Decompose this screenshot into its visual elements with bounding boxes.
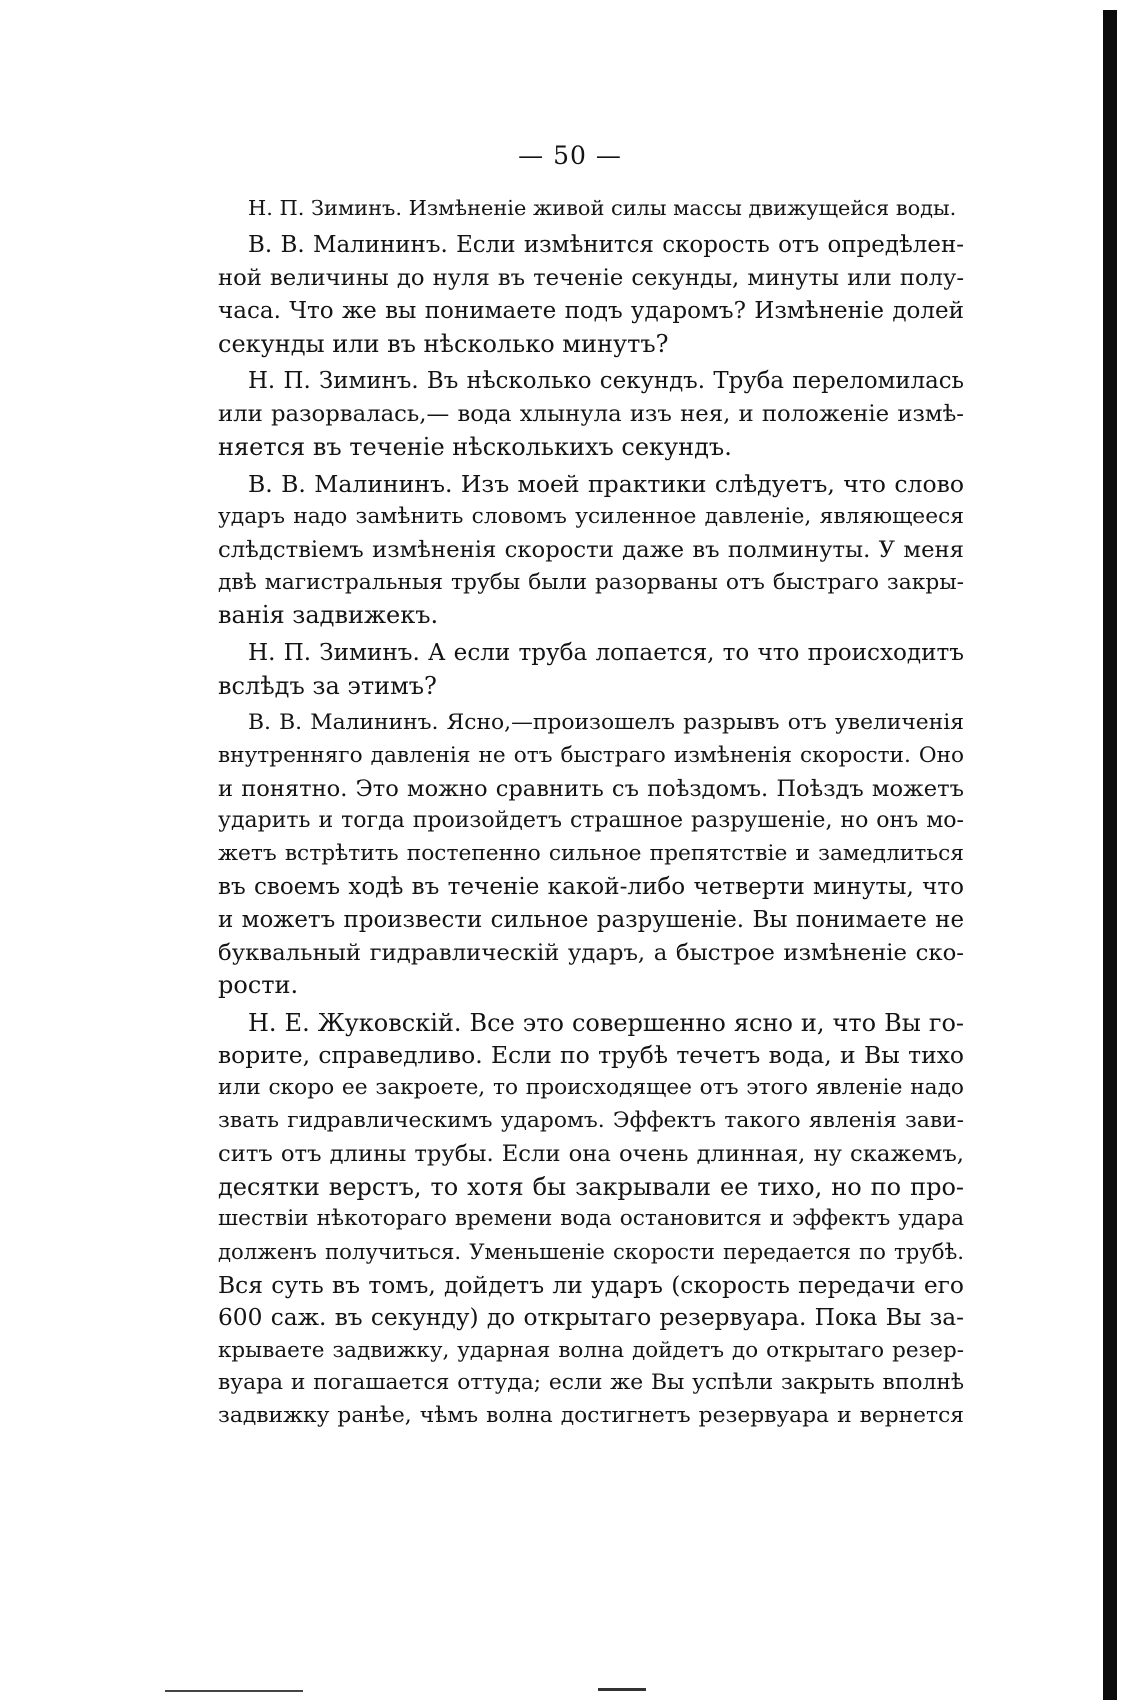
text-line: задвижку ранѣе, чѣмъ волна достигнетъ резервуара и вернется bbox=[218, 1403, 964, 1429]
text-line: няется въ теченіе нѣсколькихъ секундъ. bbox=[218, 432, 732, 461]
footer-rule bbox=[165, 1690, 303, 1692]
text-line: внутренняго давленія не отъ быстраго измѣненія скорости. Оно bbox=[218, 742, 964, 768]
text-line: звать гидравлическимъ ударомъ. Эффектъ такого явленія зави- bbox=[218, 1108, 964, 1134]
paragraph bbox=[218, 192, 964, 225]
text-line: Вся суть въ томъ, дойдетъ ли ударъ (скорость передачи его bbox=[218, 1271, 964, 1300]
paragraph bbox=[218, 707, 964, 1002]
text-line: Н. П. Зиминъ. А если труба лопается, то что происходитъ bbox=[248, 639, 964, 666]
text-line: и можетъ произвести сильное разрушеніе. Вы понимаете не bbox=[218, 906, 964, 933]
text-line: 600 саж. въ секунду) до открытаго резервуара. Пока Вы за- bbox=[218, 1303, 964, 1331]
paragraph bbox=[218, 637, 964, 703]
text-line: В. В. Малининъ. Изъ моей практики слѣдуетъ, что слово bbox=[248, 470, 964, 499]
paragraph bbox=[218, 1007, 964, 1433]
text-line: Н. П. Зиминъ. Измѣненіе живой силы массы движущейся воды. bbox=[248, 196, 957, 220]
text-line: Н. Е. Жуковскій. Все это совершенно ясно и, что Вы го- bbox=[248, 1008, 964, 1037]
paragraph bbox=[218, 229, 964, 360]
text-line: ударъ надо замѣнить словомъ усиленное давленіе, являющееся bbox=[218, 503, 964, 529]
text-line: слѣдствіемъ измѣненія скорости даже въ полминуты. У меня bbox=[218, 536, 964, 563]
text-line: ной величины до нуля въ теченіе секунды, минуты или полу- bbox=[218, 265, 964, 292]
text-line: вслѣдъ за этимъ? bbox=[218, 671, 437, 700]
text-line: крываете задвижку, ударная волна дойдетъ до открытаго резер- bbox=[218, 1337, 964, 1363]
text-line: долженъ получиться. Уменьшеніе скорости передается по трубѣ. bbox=[218, 1239, 964, 1265]
text-line: вуара и погашается оттуда; если же Вы успѣли закрыть вполнѣ bbox=[218, 1370, 964, 1396]
text-line: ванія задвижекъ. bbox=[218, 601, 439, 630]
footer-mark bbox=[598, 1688, 646, 1691]
text-line: двѣ магистральныя трубы были разорваны отъ быстраго закры- bbox=[218, 569, 964, 595]
text-line: В. В. Малининъ. Ясно,—произошелъ разрывъ отъ увеличенія bbox=[248, 709, 964, 735]
body-text bbox=[218, 192, 964, 1433]
text-line: въ своемъ ходѣ въ теченіе какой-либо четверти минуты, что bbox=[218, 873, 964, 900]
paragraph bbox=[218, 468, 964, 632]
text-line: часа. Что же вы понимаете подъ ударомъ? Измѣненіе долей bbox=[218, 297, 964, 324]
text-line: рости. bbox=[218, 971, 299, 1000]
text-line: ударить и тогда произойдетъ страшное разрушеніе, но онъ мо- bbox=[218, 808, 964, 834]
text-line: десятки верстъ, то хотя бы закрывали ее тихо, но по про- bbox=[218, 1172, 964, 1201]
text-line: секунды или въ нѣсколько минутъ? bbox=[218, 329, 669, 358]
text-line: В. В. Малининъ. Если измѣнится скорость отъ опредѣлен- bbox=[248, 232, 964, 259]
page-number: — 50 — bbox=[518, 141, 622, 170]
text-line: и понятно. Это можно сравнить съ поѣздомъ. Поѣздъ можетъ bbox=[218, 775, 964, 802]
paragraph bbox=[218, 365, 964, 463]
text-line: жетъ встрѣтить постепенно сильное препятствіе и замедлиться bbox=[218, 841, 964, 867]
text-line: буквальный гидравлическій ударъ, а быстрое измѣненіе ско- bbox=[218, 939, 964, 966]
text-line: или скоро ее закроете, то происходящее отъ этого явленіе надо bbox=[218, 1075, 964, 1101]
scan-edge-rule bbox=[1103, 10, 1117, 1700]
text-line: шествіи нѣкотораго времени вода остановится и эффектъ удара bbox=[218, 1206, 964, 1232]
text-line: или разорвалась,— вода хлынула изъ нея, и положеніе измѣ- bbox=[218, 400, 964, 427]
text-line: Н. П. Зиминъ. Въ нѣсколько секундъ. Труба переломилась bbox=[248, 368, 964, 395]
text-line: ситъ отъ длины трубы. Если она очень длинная, ну скажемъ, bbox=[218, 1140, 964, 1167]
text-line: ворите, справедливо. Если по трубѣ течетъ вода, и Вы тихо bbox=[218, 1041, 964, 1070]
